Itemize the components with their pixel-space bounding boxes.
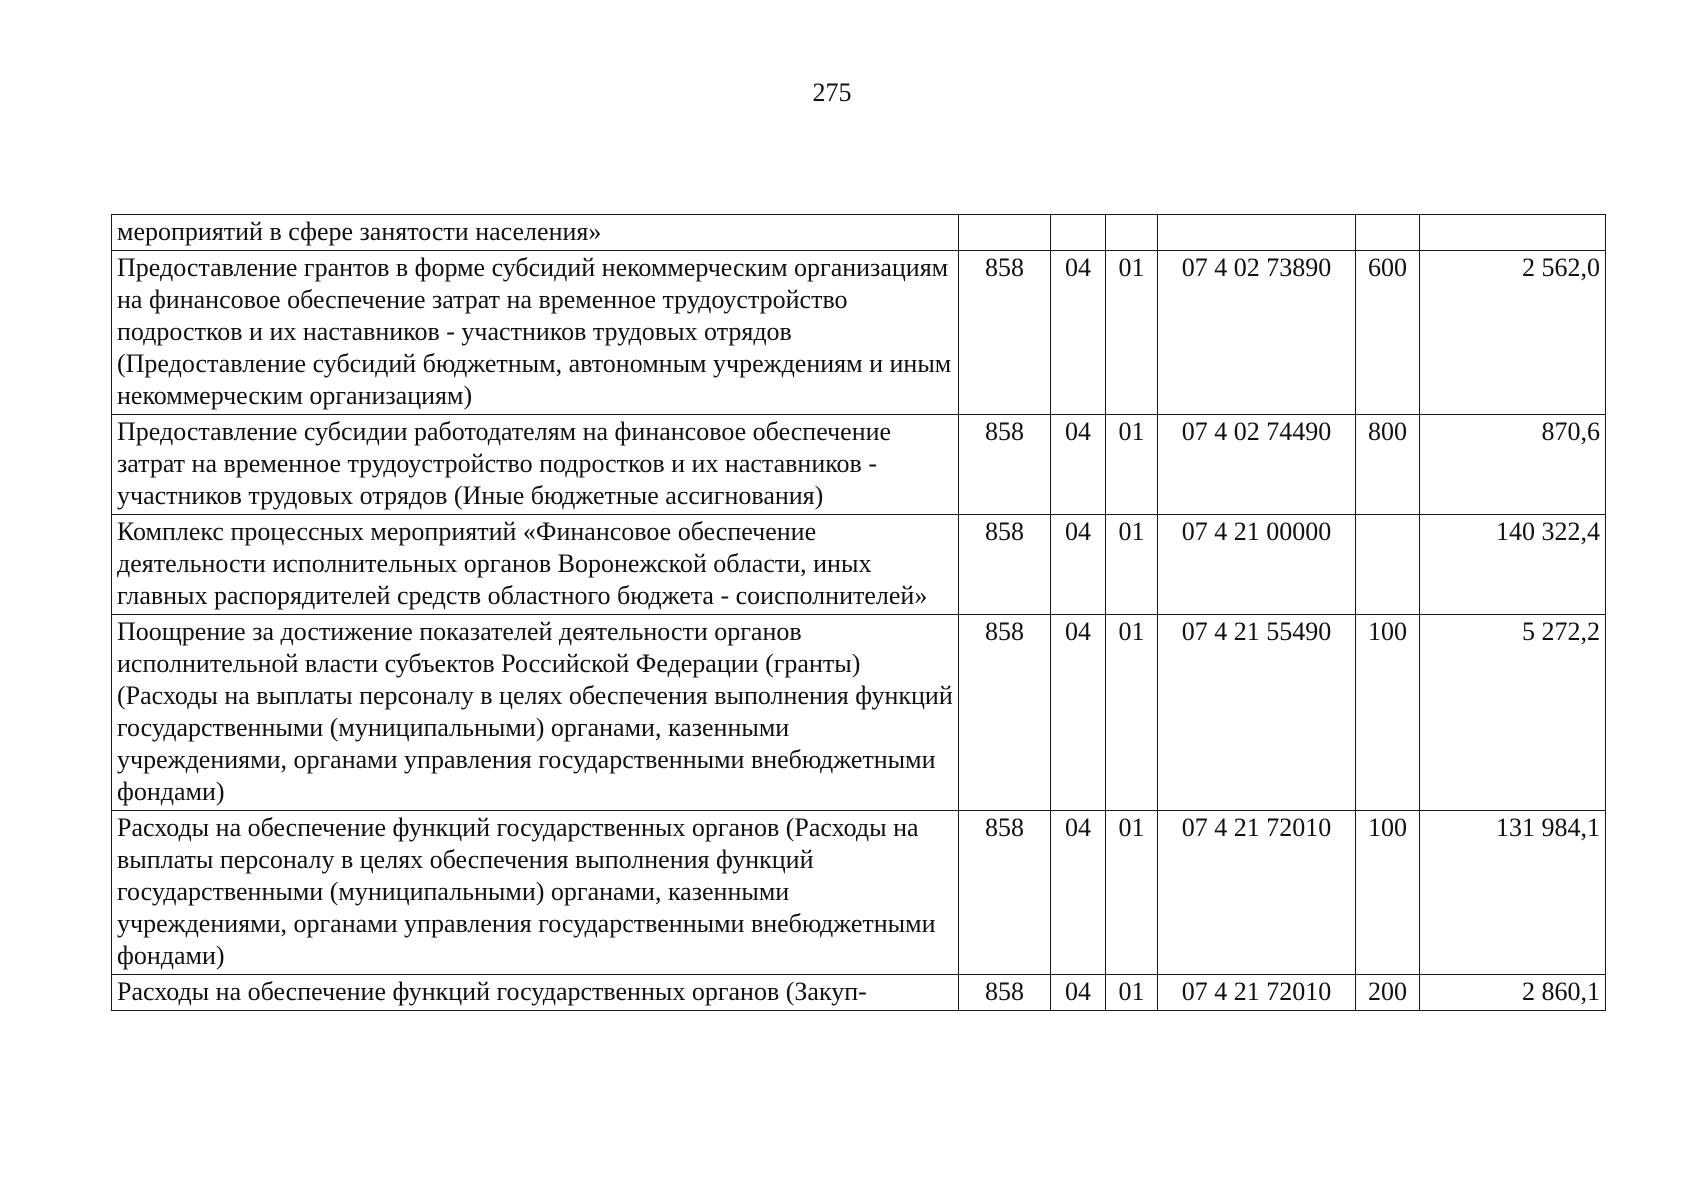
amount: 2 860,1 bbox=[1420, 975, 1606, 1011]
table-row bbox=[112, 615, 1606, 811]
subsection-code: 01 bbox=[1106, 415, 1158, 515]
target-article-code: 07 4 21 00000 bbox=[1158, 515, 1356, 615]
target-article-code: 07 4 21 72010 bbox=[1158, 811, 1356, 975]
row-description: Поощрение за достижение показателей деятельности органов исполнительной власти субъектов Российской Федерации (гранты) (Расходы на выплаты персоналу в целях обеспечения выполнения функций государственными (муниципальными) органами, казенными учреждениями, органами управления государственными внебюджетными фондами) bbox=[112, 615, 959, 811]
target-article-code bbox=[1158, 215, 1356, 251]
amount: 870,6 bbox=[1420, 415, 1606, 515]
budget-table bbox=[111, 214, 1606, 1011]
table-row bbox=[112, 975, 1606, 1011]
row-description: Расходы на обеспечение функций государственных органов (Расходы на выплаты персоналу в целях обеспечения выполнения функций государственными (муниципальными) органами, казенными учреждениями, органами управления государственными внебюджетными фондами) bbox=[112, 811, 959, 975]
row-description: Комплекс процессных мероприятий «Финансовое обеспечение деятельности исполнительных органов Воронежской области, иных главных распорядителей средств областного бюджета - соисполнителей» bbox=[112, 515, 959, 615]
ministry-code: 858 bbox=[959, 615, 1051, 811]
target-article-code: 07 4 02 73890 bbox=[1158, 251, 1356, 415]
ministry-code: 858 bbox=[959, 251, 1051, 415]
subsection-code: 01 bbox=[1106, 811, 1158, 975]
row-description: Расходы на обеспечение функций государственных органов (Закуп- bbox=[112, 975, 959, 1011]
subsection-code: 01 bbox=[1106, 251, 1158, 415]
section-code bbox=[1051, 215, 1106, 251]
ministry-code: 858 bbox=[959, 515, 1051, 615]
table-row bbox=[112, 415, 1606, 515]
expense-type-code: 100 bbox=[1356, 811, 1420, 975]
ministry-code: 858 bbox=[959, 975, 1051, 1011]
row-description: мероприятий в сфере занятости населения» bbox=[112, 215, 959, 251]
subsection-code: 01 bbox=[1106, 975, 1158, 1011]
section-code: 04 bbox=[1051, 515, 1106, 615]
table-row bbox=[112, 515, 1606, 615]
table-row bbox=[112, 251, 1606, 415]
subsection-code bbox=[1106, 215, 1158, 251]
section-code: 04 bbox=[1051, 975, 1106, 1011]
page-number: 275 bbox=[812, 78, 852, 107]
ministry-code: 858 bbox=[959, 811, 1051, 975]
amount: 2 562,0 bbox=[1420, 251, 1606, 415]
amount bbox=[1420, 215, 1606, 251]
table-row bbox=[112, 215, 1606, 251]
expense-type-code: 100 bbox=[1356, 615, 1420, 811]
target-article-code: 07 4 02 74490 bbox=[1158, 415, 1356, 515]
target-article-code: 07 4 21 72010 bbox=[1158, 975, 1356, 1011]
table-row bbox=[112, 811, 1606, 975]
section-code: 04 bbox=[1051, 415, 1106, 515]
expense-type-code bbox=[1356, 515, 1420, 615]
amount: 131 984,1 bbox=[1420, 811, 1606, 975]
expense-type-code bbox=[1356, 215, 1420, 251]
row-description: Предоставление субсидии работодателям на финансовое обеспечение затрат на временное трудоустройство подростков и их наставников - участников трудовых отрядов (Иные бюджетные ассигнования) bbox=[112, 415, 959, 515]
subsection-code: 01 bbox=[1106, 615, 1158, 811]
ministry-code: 858 bbox=[959, 415, 1051, 515]
subsection-code: 01 bbox=[1106, 515, 1158, 615]
target-article-code: 07 4 21 55490 bbox=[1158, 615, 1356, 811]
expense-type-code: 800 bbox=[1356, 415, 1420, 515]
amount: 5 272,2 bbox=[1420, 615, 1606, 811]
amount: 140 322,4 bbox=[1420, 515, 1606, 615]
section-code: 04 bbox=[1051, 615, 1106, 811]
section-code: 04 bbox=[1051, 251, 1106, 415]
section-code: 04 bbox=[1051, 811, 1106, 975]
row-description: Предоставление грантов в форме субсидий некоммерческим организациям на финансовое обеспечение затрат на временное трудоустройство подростков и их наставников - участников трудовых отрядов (Предоставление субсидий бюджетным, автономным учреждениям и иным некоммерческим организациям) bbox=[112, 251, 959, 415]
ministry-code bbox=[959, 215, 1051, 251]
expense-type-code: 600 bbox=[1356, 251, 1420, 415]
expense-type-code: 200 bbox=[1356, 975, 1420, 1011]
